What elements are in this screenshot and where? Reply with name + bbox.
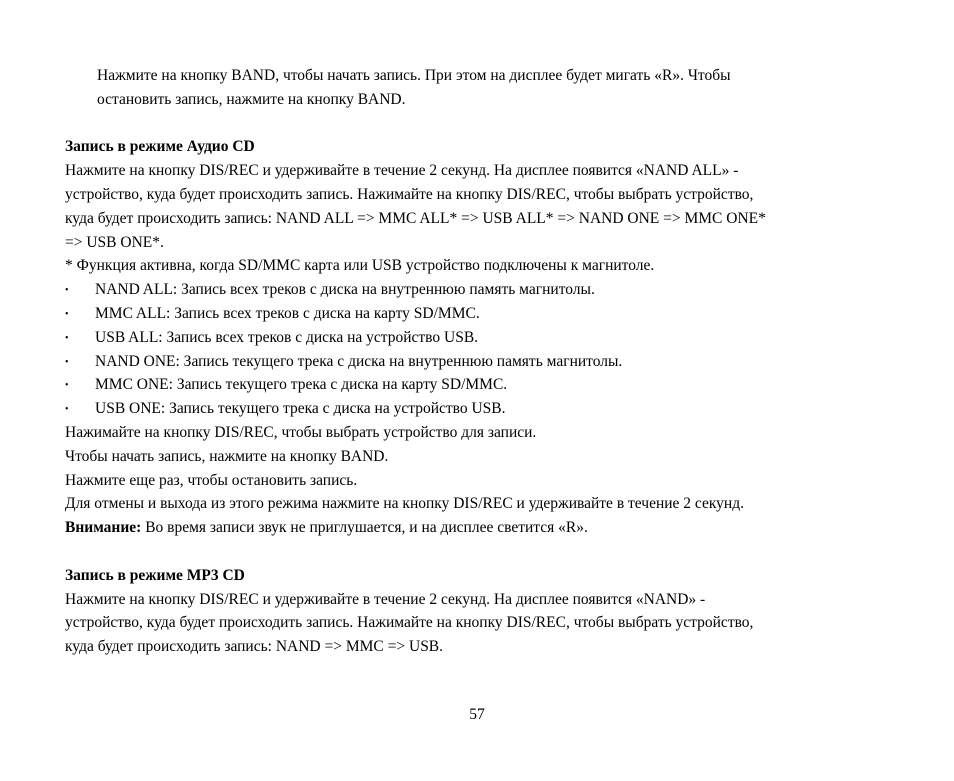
section-heading-mp3-cd: Запись в режиме MP3 CD bbox=[65, 566, 245, 584]
instruction-line: Нажмите еще раз, чтобы остановить запись. bbox=[65, 471, 358, 489]
list-item bbox=[65, 278, 905, 302]
blank-spacer bbox=[65, 540, 905, 564]
instruction-line: Для отмены и выхода из этого режима нажмите на кнопку DIS/REC и удерживайте в течение 2 секунд. bbox=[65, 495, 744, 513]
list-item-text: MMC ALL: Запись всех треков с диска на карту SD/MMC. bbox=[95, 304, 480, 322]
warning-note bbox=[65, 516, 905, 540]
list-item-text: NAND ONE: Запись текущего трека с диска на внутреннюю память магнитолы. bbox=[95, 352, 623, 370]
bullet-icon: • bbox=[65, 285, 69, 297]
list-item bbox=[65, 326, 905, 350]
list-item bbox=[65, 397, 905, 421]
list-item bbox=[65, 350, 905, 374]
list-item-text: NAND ALL: Запись всех треков с диска на внутреннюю память магнитолы. bbox=[95, 281, 595, 299]
paragraph-line: Нажмите на кнопку DIS/REC и удерживайте в течение 2 секунд. На дисплее появится «NAND ALL» - bbox=[65, 162, 739, 180]
list-item-text: USB ONE: Запись текущего трека с диска на устройство USB. bbox=[95, 400, 506, 418]
intro-line-2: остановить запись, нажмите на кнопку BAND. bbox=[97, 90, 406, 108]
bullet-icon: • bbox=[65, 308, 69, 320]
paragraph-line: Нажмите на кнопку DIS/REC и удерживайте в течение 2 секунд. На дисплее появится «NAND» - bbox=[65, 590, 706, 608]
list-item-text: USB ALL: Запись всех треков с диска на устройство USB. bbox=[95, 328, 479, 346]
warning-text: Во время записи звук не приглушается, и на дисплее светится «R». bbox=[141, 519, 588, 537]
list-item bbox=[65, 302, 905, 326]
bullet-icon: • bbox=[65, 380, 69, 392]
blank-spacer bbox=[65, 112, 905, 136]
paragraph-line: устройство, куда будет происходить запись. Нажимайте на кнопку DIS/REC, чтобы выбрать устройство, bbox=[65, 185, 754, 203]
bullet-icon: • bbox=[65, 332, 69, 344]
bullet-icon: • bbox=[65, 356, 69, 368]
instruction-line: Чтобы начать запись, нажмите на кнопку BAND. bbox=[65, 447, 389, 465]
page-content bbox=[65, 64, 905, 659]
list-item bbox=[65, 373, 905, 397]
paragraph-line: куда будет происходить запись: NAND => MMC => USB. bbox=[65, 638, 444, 656]
paragraph-line: устройство, куда будет происходить запись. Нажимайте на кнопку DIS/REC, чтобы выбрать устройство, bbox=[65, 614, 754, 632]
footnote: * Функция активна, когда SD/MMC карта или USB устройство подключены к магнитоле. bbox=[65, 257, 655, 275]
bullet-icon: • bbox=[65, 404, 69, 416]
warning-label: Внимание: bbox=[65, 519, 142, 537]
page-number: 57 bbox=[469, 706, 485, 723]
list-item-text: MMC ONE: Запись текущего трека с диска на карту SD/MMC. bbox=[95, 376, 508, 394]
intro-line-1: Нажмите на кнопку BAND, чтобы начать запись. При этом на дисплее будет мигать «R». Чтобы bbox=[97, 67, 731, 84]
paragraph-line: куда будет происходить запись: NAND ALL => MMC ALL* => USB ALL* => NAND ONE => MMC ONE* bbox=[65, 209, 766, 227]
instruction-line: Нажимайте на кнопку DIS/REC, чтобы выбрать устройство для записи. bbox=[65, 423, 537, 441]
paragraph-line: => USB ONE*. bbox=[65, 233, 164, 251]
section-heading-audio-cd: Запись в режиме Аудио CD bbox=[65, 138, 255, 156]
